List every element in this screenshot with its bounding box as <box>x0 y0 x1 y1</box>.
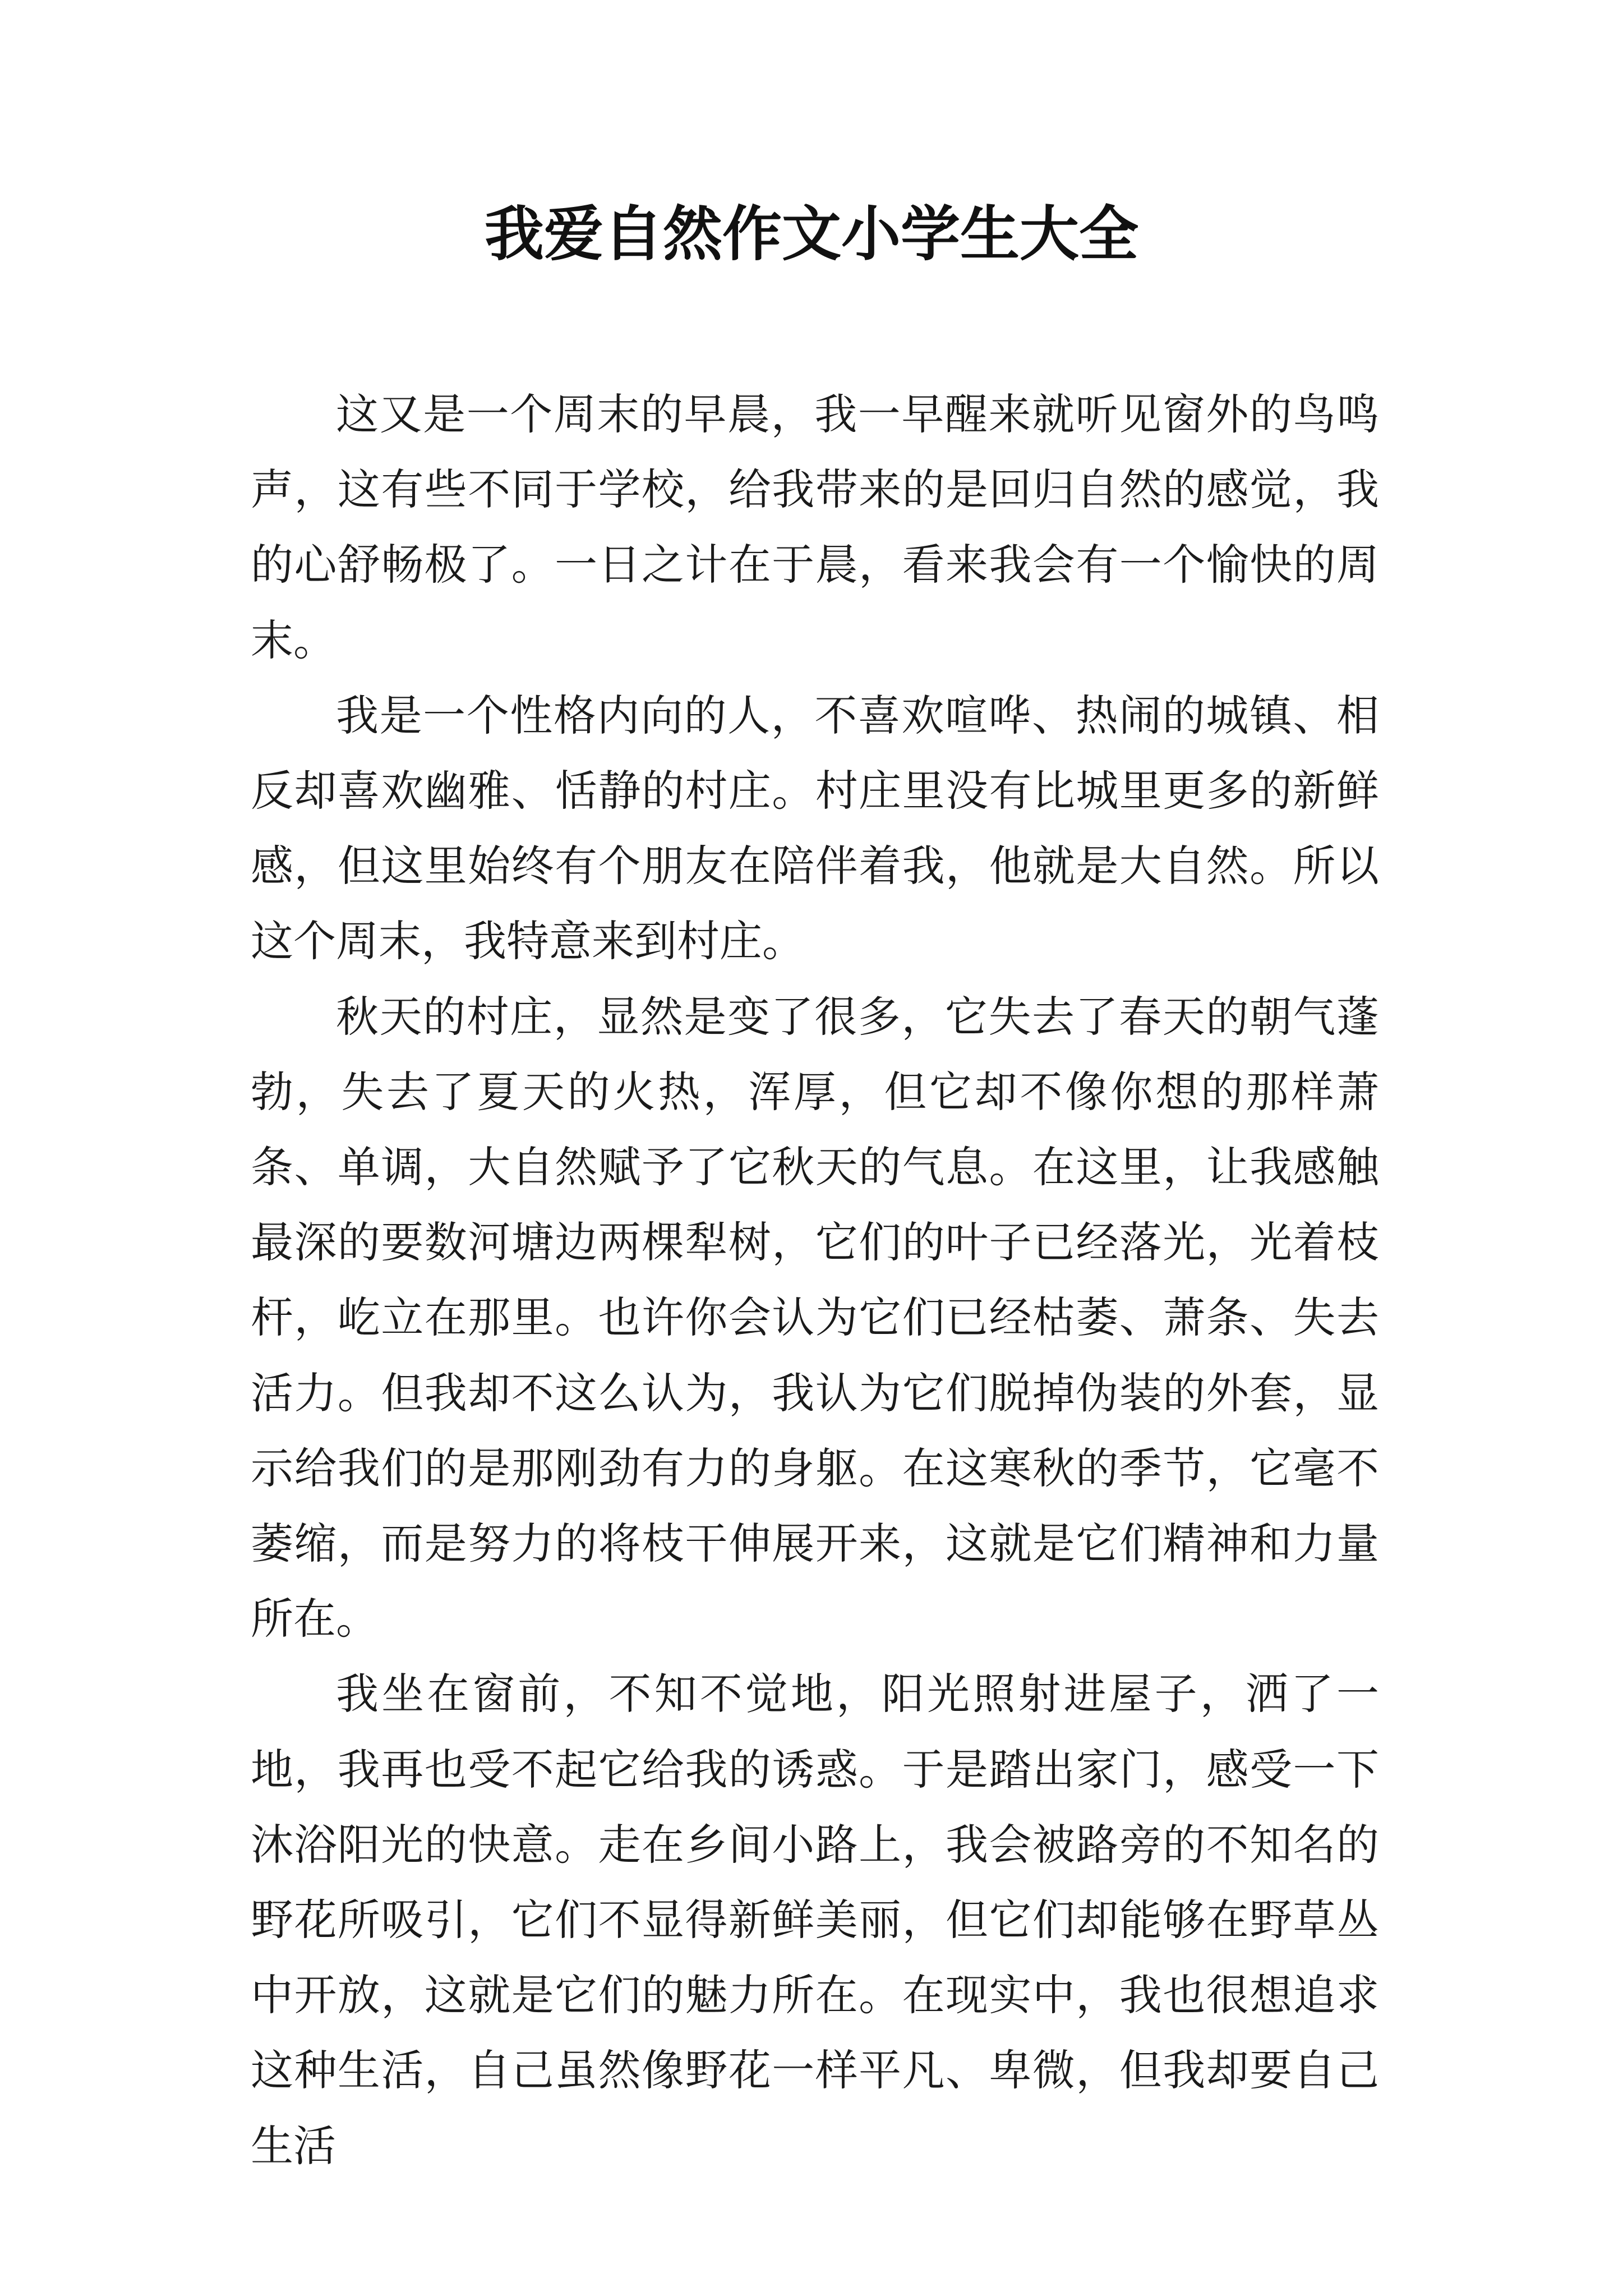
paragraph-4: 我坐在窗前，不知不觉地，阳光照射进屋子，洒了一地，我再也受不起它给我的诱惑。于是踏出家门，感受一下沐浴阳光的快意。走在乡间小路上，我会被路旁的不知名的野花所吸引，它们不显得新鲜美丽，但它们却能够在野草丛中开放，这就是它们的魅力所在。在现实中，我也很想追求这种生活，自己虽然像野花一样平凡、卑微，但我却要自己生活 <box>251 1669 1379 2171</box>
paragraph-1: 这又是一个周末的早晨，我一早醒来就听见窗外的鸟鸣声，这有些不同于学校，给我带来的是回归自然的感觉，我的心舒畅极了。一日之计在于晨，看来我会有一个愉快的周末。 <box>251 389 1379 665</box>
document-body <box>251 377 1379 2184</box>
document-title: 我爱自然作文小学生大全 <box>485 199 1138 269</box>
paragraph-2: 我是一个性格内向的人，不喜欢喧哗、热闹的城镇、相反却喜欢幽雅、恬静的村庄。村庄里没有比城里更多的新鲜感，但这里始终有个朋友在陪伴着我，他就是大自然。所以这个周末，我特意来到村庄。 <box>251 690 1379 967</box>
paragraph-3: 秋天的村庄，显然是变了很多，它失去了春天的朝气蓬勃，失去了夏天的火热，浑厚，但它却不像你想的那样萧条、单调，大自然赋予了它秋天的气息。在这里，让我感触最深的要数河塘边两棵犁树，它们的叶子已经落光，光着枝杆，屹立在那里。也许你会认为它们已经枯萎、萧条、失去活力。但我却不这么认为，我认为它们脱掉伪装的外套，显示给我们的是那刚劲有力的身躯。在这寒秋的季节，它毫不萎缩，而是努力的将枝干伸展开来，这就是它们精神和力量所在。 <box>251 991 1379 1644</box>
